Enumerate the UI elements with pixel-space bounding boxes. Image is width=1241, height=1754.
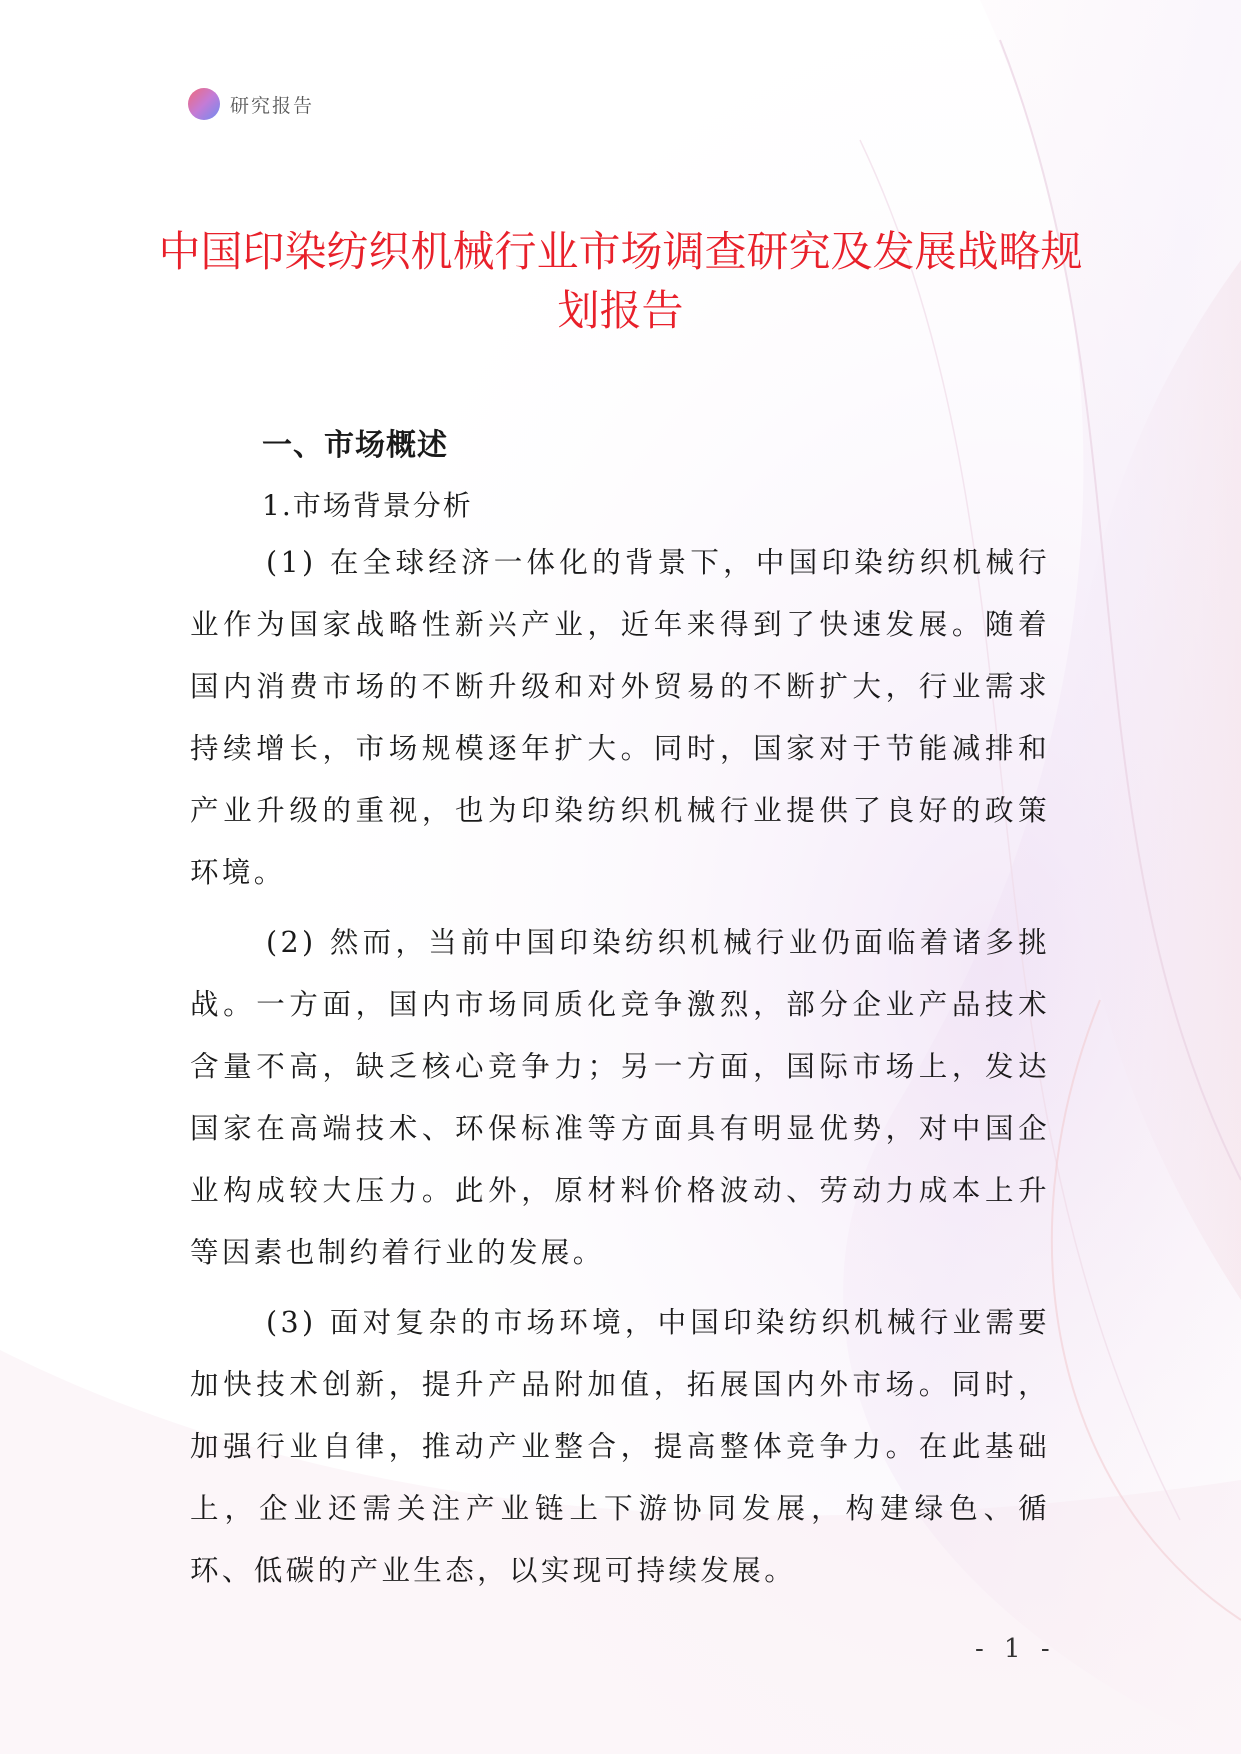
logo-icon: [188, 88, 220, 120]
subsection-heading: 1.市场背景分析: [262, 489, 473, 522]
page-number: - 1 -: [975, 1634, 1056, 1664]
header-label: 研究报告: [230, 94, 315, 117]
paragraph: (2) 然而，当前中国印染纺织机械行业仍面临着诸多挑战。一方面，国内市场同质化竞争激烈，部分企业产品技术含量不高，缺乏核心竞争力；另一方面，国际市场上，发达国家在高端技术、环保标准等方面具有明显优势，对中国企业构成较大压力。此外，原材料价格波动、劳动力成本上升等因素也制约着行业的发展。: [190, 926, 1050, 1269]
report-header: [188, 88, 314, 120]
report-title: 中国印染纺织机械行业市场调查研究及发展战略规划报告: [158, 227, 1083, 335]
paragraph: (3) 面对复杂的市场环境，中国印染纺织机械行业需要加快技术创新，提升产品附加值，拓展国内外市场。同时，加强行业自律，推动产业整合，提高整体竞争力。在此基础上，企业还需关注产业链上下游协同发展，构建绿色、循环、低碳的产业生态，以实现可持续发展。: [190, 1306, 1050, 1587]
paragraph: (1) 在全球经济一体化的背景下，中国印染纺织机械行业作为国家战略性新兴产业，近年来得到了快速发展。随着国内消费市场的不断升级和对外贸易的不断扩大，行业需求持续增长，市场规模逐年扩大。同时，国家对于节能减排和产业升级的重视，也为印染纺织机械行业提供了良好的政策环境。: [190, 546, 1050, 889]
section-heading: 一、市场概述: [262, 428, 448, 463]
body-text: [190, 532, 1050, 1610]
